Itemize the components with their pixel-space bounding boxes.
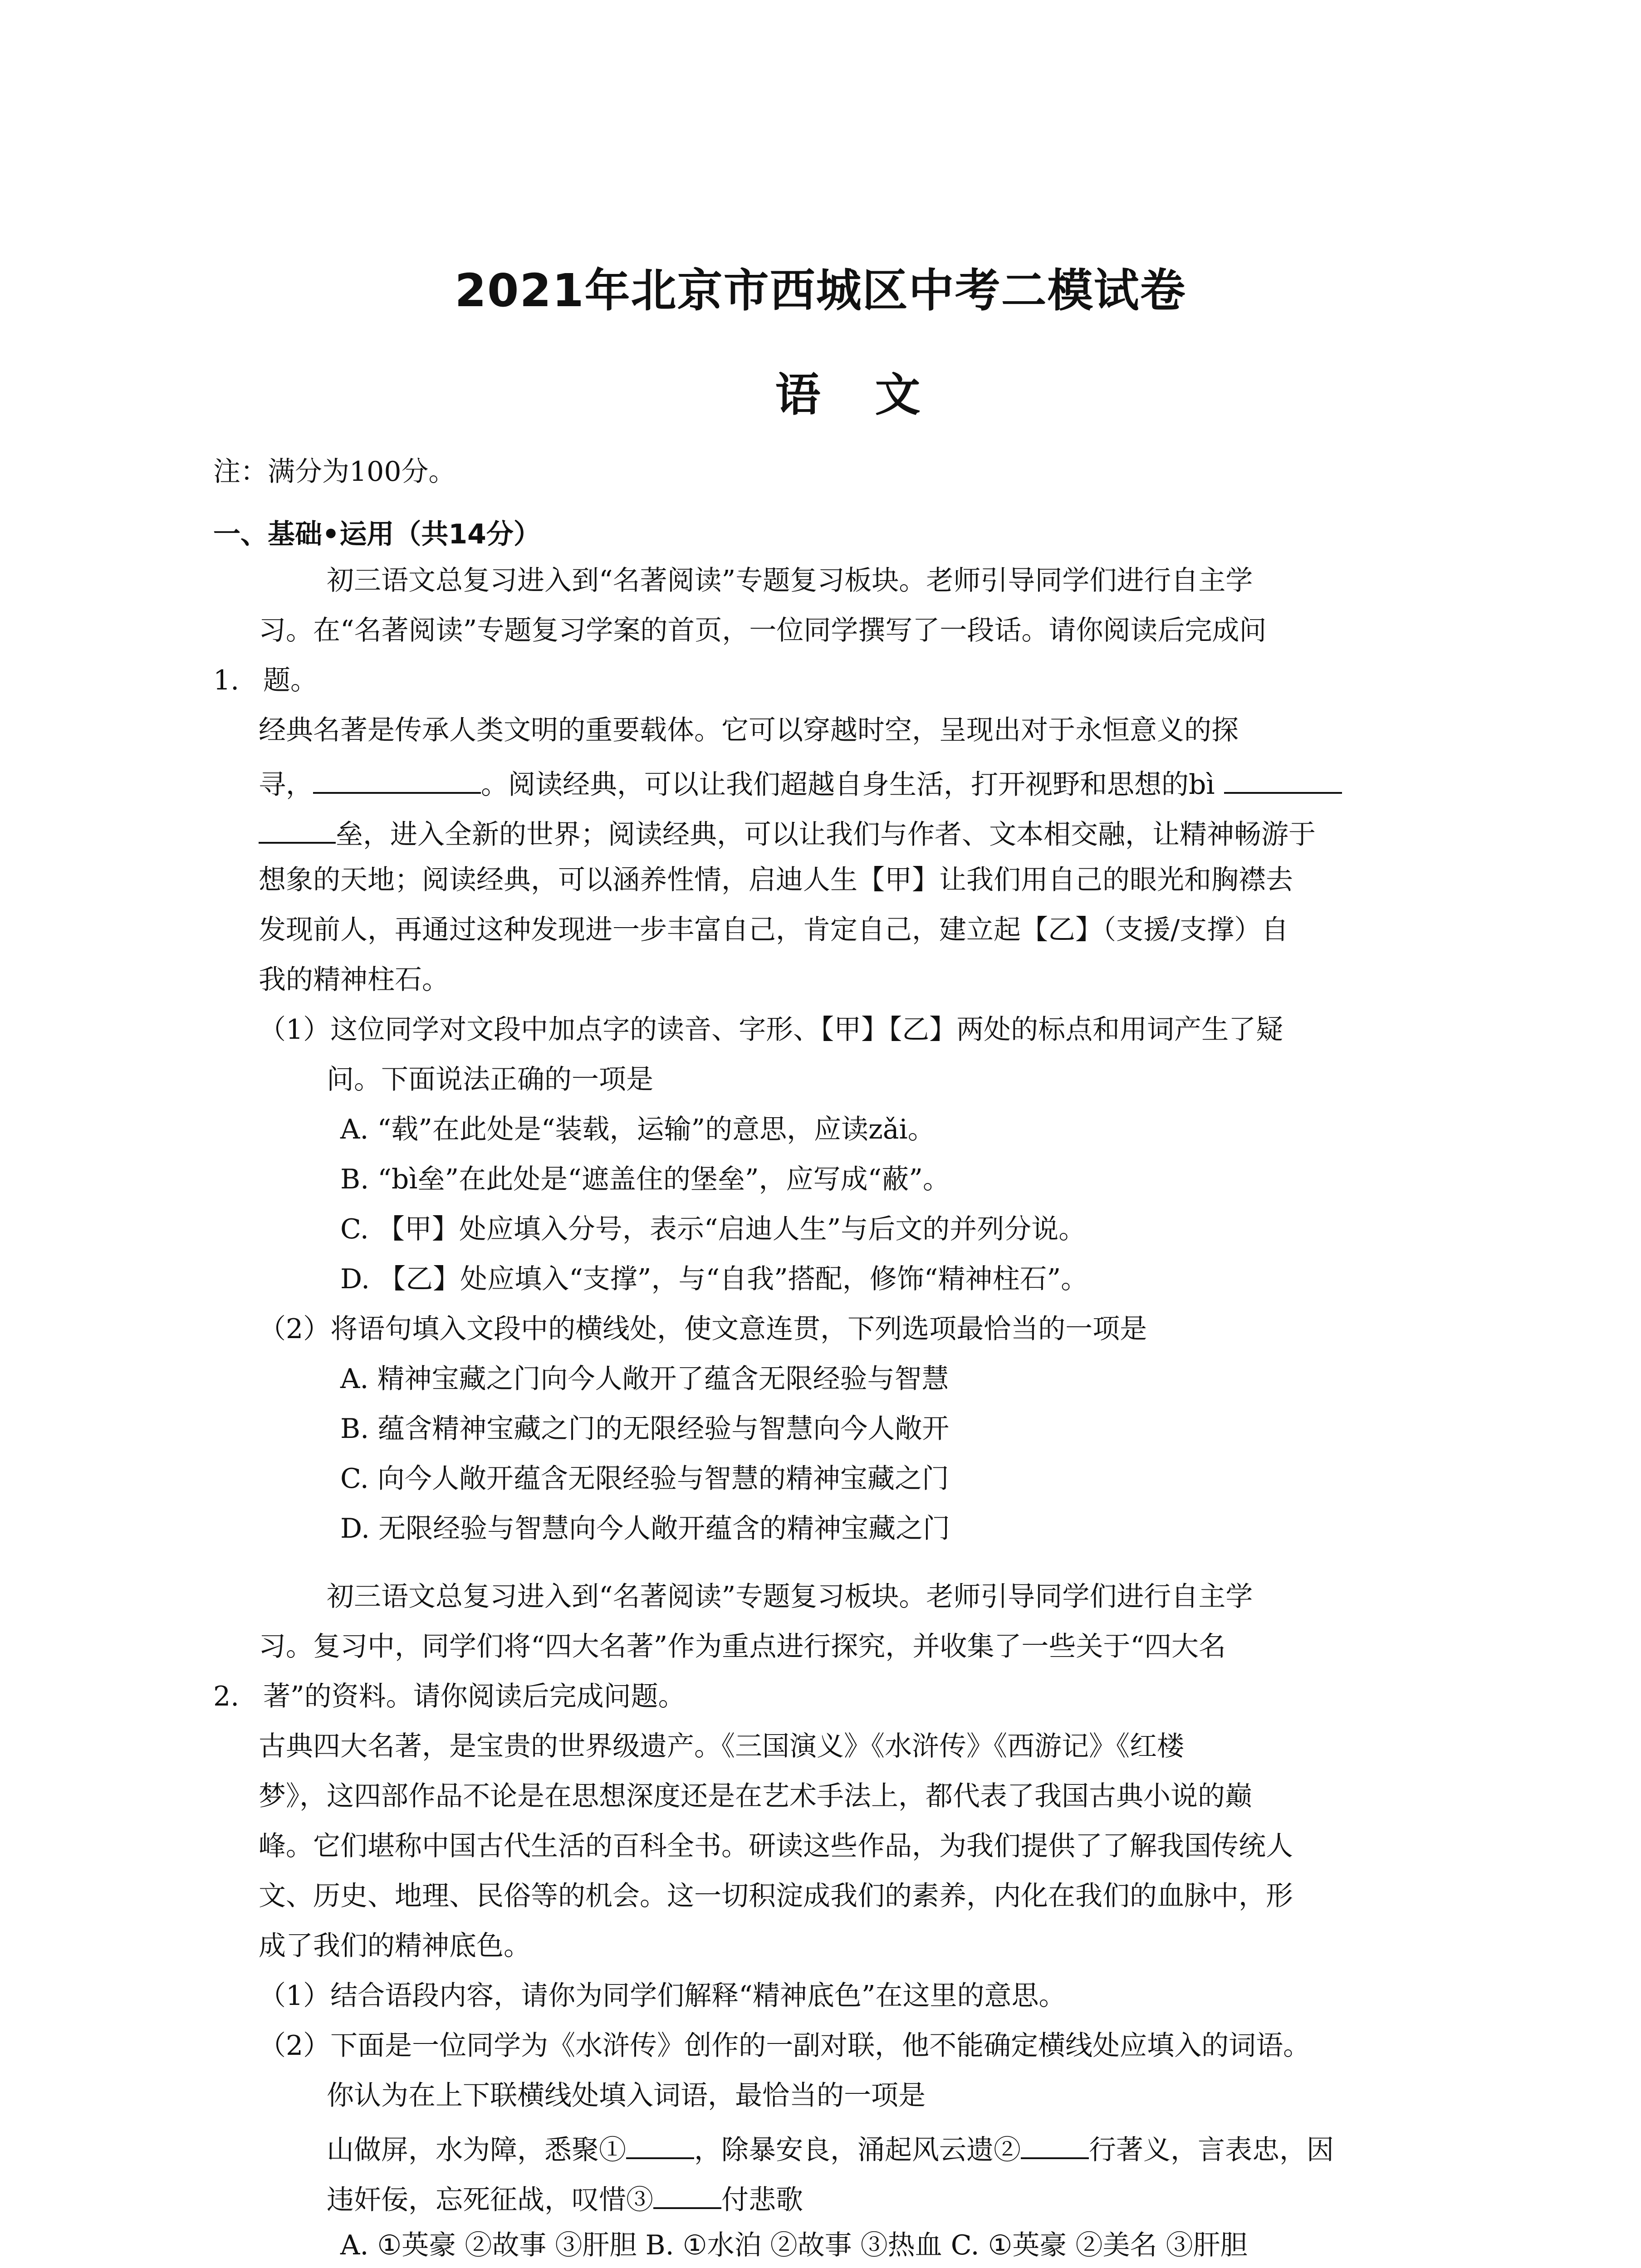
- q2-number: 2.: [213, 1681, 240, 1712]
- couplet-text: 行著义，言表忠，因: [1089, 2134, 1334, 2166]
- option-b: B. “bì垒”在此处是“遮盖住的堡垒”，应写成“蔽”。: [340, 1163, 950, 1195]
- passage-text: 垒，进入全新的世界；阅读经典，可以让我们与作者、文本相交融，让精神畅游于: [336, 819, 1316, 850]
- option-a: A. “载”在此处是“装载，运输”的意思，应读zǎi。: [340, 1114, 935, 1145]
- couplet-line: [327, 2182, 803, 2214]
- q2-sub2-stem: （2）下面是一位同学为《水浒传》创作的一副对联，他不能确定横线处应填入的词语。: [259, 2030, 1311, 2062]
- q2-intro-line: 著”的资料。请你阅读后完成问题。: [263, 1681, 686, 1712]
- passage-text: 。阅读经典，可以让我们超越自身生活，打开视野和思想的bì: [481, 769, 1215, 801]
- option-a: A. 精神宝藏之门向今人敞开了蕴含无限经验与智慧: [340, 1363, 949, 1395]
- fill-blank: [653, 2182, 721, 2209]
- option-d: D. 无限经验与智慧向今人敞开蕴含的精神宝藏之门: [340, 1513, 950, 1545]
- subject-title: 语文: [775, 368, 975, 421]
- page-title: 2021年北京市西城区中考二模试卷: [455, 264, 1186, 317]
- fill-blank: [259, 816, 336, 844]
- q1-sub1-stem: 问。下面说法正确的一项是: [327, 1064, 653, 1095]
- couplet-text: ，除暴安良，涌起风云遗②: [694, 2134, 1021, 2166]
- q2-intro-line: 习。复习中，同学们将“四大名著”作为重点进行探究，并收集了一些关于“四大名: [259, 1631, 1226, 1662]
- option-c: C. 【甲】处应填入分号，表示“启迪人生”与后文的并列分说。: [340, 1213, 1086, 1245]
- passage-line: [259, 767, 1342, 801]
- fill-blank: [626, 2132, 694, 2159]
- option-d: D. 【乙】处应填入“支撑”，与“自我”搭配，修饰“精神柱石”。: [340, 1263, 1088, 1295]
- option-b: B. 蕴含精神宝藏之门的无限经验与智慧向今人敞开: [340, 1413, 950, 1445]
- passage-line: 经典名著是传承人类文明的重要载体。它可以穿越时空，呈现出对于永恒意义的探: [259, 714, 1239, 746]
- fill-blank: [1021, 2132, 1089, 2159]
- passage-line: 古典四大名著，是宝贵的世界级遗产。《三国演义》《水浒传》《西游记》《红楼: [259, 1730, 1184, 1762]
- fill-blank: [1224, 767, 1342, 794]
- option-c: C. 向今人敞开蕴含无限经验与智慧的精神宝藏之门: [340, 1463, 949, 1495]
- fill-blank: [313, 767, 481, 794]
- q1-number: 1.: [213, 665, 240, 696]
- q2-sub2-stem: 你认为在上下联横线处填入词语，最恰当的一项是: [327, 2080, 926, 2112]
- passage-line: [259, 816, 1316, 848]
- q1-sub2-stem: （2）将语句填入文段中的横线处，使文意连贯，下列选项最恰当的一项是: [259, 1313, 1147, 1345]
- q1-intro-line: 习。在“名著阅读”专题复习学案的首页，一位同学撰写了一段话。请你阅读后完成问: [259, 615, 1267, 646]
- passage-line: 我的精神柱石。: [259, 964, 449, 996]
- q1-sub1-stem: （1）这位同学对文段中加点字的读音、字形、【甲】【乙】两处的标点和用词产生了疑: [259, 1014, 1283, 1046]
- q1-intro-line: 题。: [263, 665, 318, 696]
- passage-line: 峰。它们堪称中国古代生活的百科全书。研读这些作品，为我们提供了了解我国传统人: [259, 1830, 1293, 1862]
- q2-intro-line: 初三语文总复习进入到“名著阅读”专题复习板块。老师引导同学们进行自主学: [327, 1581, 1253, 1613]
- section-heading: 一、基础•运用（共14分）: [213, 518, 541, 550]
- passage-line: 成了我们的精神底色。: [259, 1930, 531, 1962]
- passage-line: 文、历史、地理、民俗等的机会。这一切积淀成我们的素养，内化在我们的血脉中，形: [259, 1880, 1293, 1912]
- q2-sub1-stem: （1）结合语段内容，请你为同学们解释“精神底色”在这里的意思。: [259, 1980, 1066, 2012]
- couplet-text: 付悲歌: [721, 2184, 803, 2216]
- score-note: 注：满分为100分。: [213, 456, 456, 488]
- q1-intro-line: 初三语文总复习进入到“名著阅读”专题复习板块。老师引导同学们进行自主学: [327, 565, 1253, 596]
- passage-line: 想象的天地；阅读经典，可以涵养性情，启迪人生【甲】让我们用自己的眼光和胸襟去: [259, 864, 1293, 896]
- passage-line: 梦》，这四部作品不论是在思想深度还是在艺术手法上，都代表了我国古典小说的巅: [259, 1780, 1252, 1812]
- passage-text: 寻，: [259, 769, 313, 801]
- couplet-text: 违奸佞，忘死征战，叹惜③: [327, 2184, 653, 2216]
- q2-options: A. ①英豪 ②故事 ③肝胆 B. ①水泊 ②故事 ③热血 C. ①英豪 ②美名 ③肝胆: [340, 2229, 1248, 2261]
- couplet-line: [327, 2132, 1334, 2164]
- passage-line: 发现前人，再通过这种发现进一步丰富自己，肯定自己，建立起【乙】（支援/支撑）自: [259, 914, 1289, 946]
- couplet-text: 山做屏，水为障，悉聚①: [327, 2134, 626, 2166]
